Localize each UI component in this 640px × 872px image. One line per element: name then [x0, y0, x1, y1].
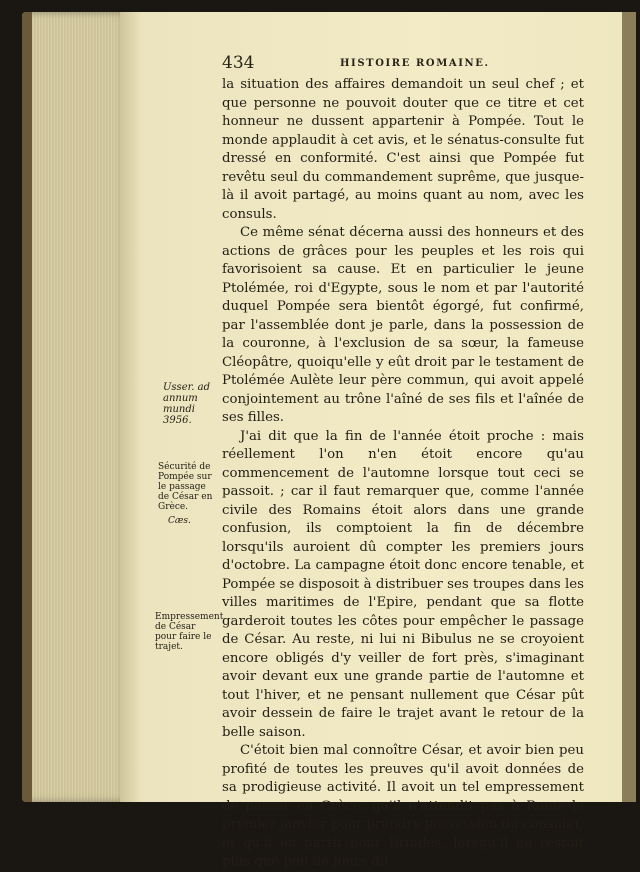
- paragraph-1: la situation des affaires demandoit un seul chef ; et que personne ne pouvoit douter que ce titre et cet honneur ne dussent appartenir à Pompée. Tout le monde applaudit à cet avis, et le sénatus-consulte fut dressé en conformité. C'est ainsi que Pompée fut revêtu seul du commandement suprême, que jusque-là il avoit partagé, au moins quant au nom, avec les consuls.: [222, 77, 584, 222]
- body-text: [222, 76, 584, 872]
- page-number: 434: [222, 53, 255, 73]
- page-edges: [22, 12, 130, 802]
- running-title: HISTOIRE ROMAINE.: [340, 58, 490, 69]
- right-page-edge: [622, 12, 636, 802]
- margin-note-securite: [158, 462, 218, 526]
- paragraph-3: J'ai dit que la fin de l'année étoit proche : mais réellement l'on n'en étoit encore qu'au commencement de l'automne lorsque tout ceci se passoit. ; car il faut remarquer que, comme l'année civile des Romains étoit alors dans une grande confusion, ils comptoient la fin de décembre lorsqu'ils auroient dû compter les premiers jours d'octobre. La campagne étoit donc encore tenable, et Pompée se disposoit à distribuer ses troupes dans les villes maritimes de l'Epire, pendant que sa flotte garderoit toutes les côtes pour empêcher le passage de César. Au reste, ni lui ni Bibulus ne se croyoient encore obligés d'y veiller de fort près, s'imaginant avoir devant eux une grande partie de l'automne et tout l'hiver, et ne pensant nullement que César pût avoir dessein de faire le trajet avant le retour de la belle saison.: [222, 428, 584, 740]
- page-header: [222, 55, 590, 77]
- paragraph-4: C'étoit bien mal connoître César, et avoir bien peu profité de toutes les preuves qu'il avoit données de sa prodigieuse activité. Il avoit un tel empressement de passer en Grèce, qu'il n'attendit pas à Rome le premier janvier pour prendre possession du consulat, et qu'il en partit pour Brindes, lorsqu'il ne restoit plus que peu de jours du: [222, 743, 584, 869]
- margin-note-securite-text: Sécurité de Pompée sur le passage de César en Grèce.: [158, 462, 213, 512]
- margin-note-usser: Usser. ad annum mundi 3956.: [163, 382, 211, 426]
- margin-note-caes: Cæs.: [168, 516, 191, 526]
- book-spine-edge: [22, 12, 32, 802]
- margin-note-empressement: Empressement de César pour faire le trajet.: [155, 612, 224, 652]
- paragraph-2: Ce même sénat décerna aussi des honneurs et des actions de grâces pour les peuples et les rois qui favorisoient sa cause. Et en particulier le jeune Ptolémée, roi d'Egypte, sous le nom et par l'autorité duquel Pompée sera bientôt égorgé, fut confirmé, par l'assemblée dont je parle, dans la possession de la couronne, à l'exclusion de sa sœur, la fameuse Cléopâtre, quoiqu'elle y eût droit par le testament de Ptolémée Aulète leur père commun, qui avoit appelé conjointement au trône l'aîné de ses fils et l'aînée de ses filles.: [222, 225, 584, 425]
